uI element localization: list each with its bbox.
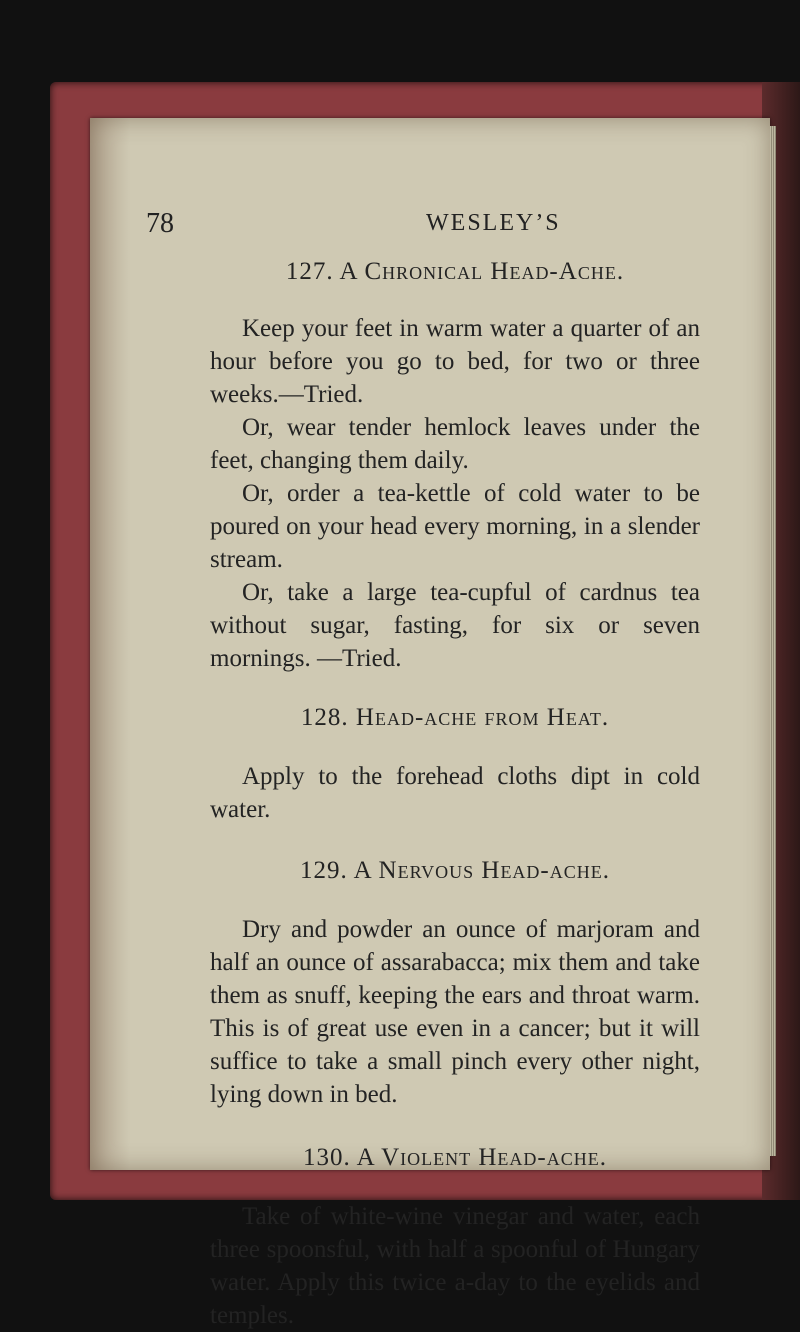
page-body bbox=[210, 255, 700, 1332]
section-title: 128. Head-ache from Heat. bbox=[300, 704, 610, 731]
section-130 bbox=[210, 1141, 700, 1332]
page-edges bbox=[770, 126, 776, 1156]
paragraph: Dry and powder an ounce of marjoram and half an ounce of assarabacca; mix them and take them as snuff, keeping the ears and throat warm. This is of great use even in a cancer; but it will suffice to take a small pinch every other night, lying down in bed. bbox=[210, 916, 700, 1108]
paragraph: Keep your feet in warm water a quarter of an hour before you go to bed, for two or three weeks.—Tried. bbox=[210, 315, 700, 408]
section-title: 129. A Nervous Head-ache. bbox=[299, 857, 611, 884]
paragraph: Or, order a tea-kettle of cold water to be poured on your head every morning, in a slender stream. bbox=[210, 480, 700, 573]
section-129 bbox=[210, 854, 700, 1111]
paragraph: Or, take a large tea-cupful of cardnus tea without sugar, fasting, for six or seven mornings. —Tried. bbox=[210, 579, 700, 672]
paragraph: Or, wear tender hemlock leaves under the feet, changing them daily. bbox=[210, 414, 700, 474]
running-title: WESLEY’S bbox=[426, 210, 561, 236]
paragraph: Take of white-wine vinegar and water, each three spoonsful, with half a spoonful of Hungary water. Apply this twice a-day to the eyelids and temples. bbox=[210, 1203, 700, 1329]
section-127 bbox=[210, 255, 700, 675]
section-title: 130. A Violent Head-ache. bbox=[303, 1144, 607, 1171]
page-header bbox=[146, 208, 706, 248]
paragraph: Apply to the forehead cloths dipt in cold water. bbox=[210, 763, 700, 823]
page-gutter bbox=[90, 118, 130, 1170]
page-number: 78 bbox=[146, 208, 174, 239]
section-title: 127. A Chronical Head-Ache. bbox=[285, 258, 625, 285]
section-128 bbox=[210, 701, 700, 826]
